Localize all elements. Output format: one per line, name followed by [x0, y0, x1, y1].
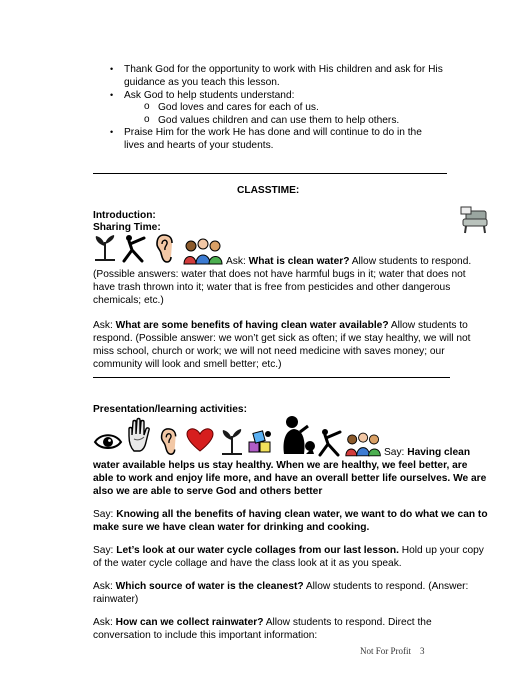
classtime-heading: CLASSTIME:: [237, 185, 300, 196]
eye-icon: [93, 432, 123, 452]
sub-bullet-text: God values children and can use them to help others.: [158, 115, 400, 126]
say-healthy-line: water available helps us stay healthy. When we are healthy, we feel better, are: [93, 460, 468, 471]
ask-rainwater-line: conversation to include this important information:: [93, 630, 318, 641]
question-clean-water: What is clean water?: [248, 256, 350, 267]
stretching-person-icon: [120, 234, 148, 264]
building-blocks-icon: [246, 426, 276, 456]
ask-rainwater-line: Ask: How can we collect rainwater? Allow students to respond. Direct the: [93, 617, 432, 628]
ask-cleanest-line: Ask: Which source of water is the cleanest? Allow students to respond. (Answer:: [93, 581, 469, 592]
sprout-icon: [93, 234, 117, 262]
sub-bullet-text: God loves and cares for each of us.: [158, 102, 319, 113]
say-collage-line: of the water cycle collage and have the class look at it as you speak.: [93, 558, 402, 569]
bullet-icon: •: [110, 90, 114, 100]
say-healthy-line: also we are able to serve God and others better: [93, 486, 323, 497]
bullet-text: lives and hearts of your students.: [124, 140, 274, 151]
sharing-heading: Sharing Time:: [93, 222, 161, 233]
bullet-icon: •: [110, 127, 114, 137]
divider-rule: [93, 173, 447, 174]
ask-cleanest-line: rainwater): [93, 594, 139, 605]
sprout-icon: [220, 428, 244, 456]
hand-icon: [126, 417, 154, 453]
answer2-line: community will look and smell better; etc.): [93, 359, 282, 370]
say-healthy-first-line: Say: Having clean: [384, 447, 471, 458]
group-of-children-icon: [182, 236, 226, 266]
ear-icon: [154, 233, 178, 265]
presentation-heading: Presentation/learning activities:: [93, 404, 247, 415]
say-benefits-line: make sure we have clean water for drinking and cooking.: [93, 522, 370, 533]
answer1-line: (Possible answers: water that does not have harmful bugs in it; water that does not: [93, 269, 466, 280]
bullet-text: guidance as you teach this lesson.: [124, 77, 280, 88]
bullet-text: Ask God to help students understand:: [124, 90, 295, 101]
answer2-line: miss school, church or work; we will not need medicine with saves money; our: [93, 346, 445, 357]
bullet-icon: •: [110, 64, 114, 74]
divider-rule: [93, 377, 450, 378]
say-collage-line: Say: Let’s look at our water cycle collages from our last lesson. Hold up your copy: [93, 545, 484, 556]
intro-heading: Introduction:: [93, 210, 156, 221]
sub-bullet-icon: o: [144, 114, 150, 125]
answer1-line: have trash thrown into it; water that is free from pesticides and other dangerous: [93, 282, 451, 293]
bullet-text: Praise Him for the work He has done and will continue to do in the: [124, 127, 422, 138]
bullet-text: Thank God for the opportunity to work with His children and ask for His: [124, 64, 443, 75]
stretching-person-icon: [316, 428, 344, 458]
page-footer: Not For Profit 3: [360, 646, 425, 656]
reading-chair-icon: [458, 205, 492, 235]
say-benefits-line: Say: Knowing all the benefits of having clean water, we want to do what we can to: [93, 509, 488, 520]
sub-bullet-icon: o: [144, 101, 150, 112]
group-of-children-icon: [344, 430, 384, 458]
ask-benefits-line: Ask: What are some benefits of having clean water available? Allow students to: [93, 320, 468, 331]
answer1-line: chemicals; etc.): [93, 295, 164, 306]
ask-clean-water-line: Ask: What is clean water? Allow students to respond.: [226, 256, 472, 267]
answer2-line: respond. (Possible answer: we won’t get sick as often; if we stay healthy, we will not: [93, 333, 471, 344]
ear-icon: [158, 427, 182, 457]
question-benefits: What are some benefits of having clean water available?: [115, 320, 389, 331]
praying-figure-icon: [278, 414, 318, 456]
heart-icon: [186, 428, 214, 452]
say-healthy-line: able to work and enjoy life more, and have an overall better life ourselves. We are: [93, 473, 487, 484]
